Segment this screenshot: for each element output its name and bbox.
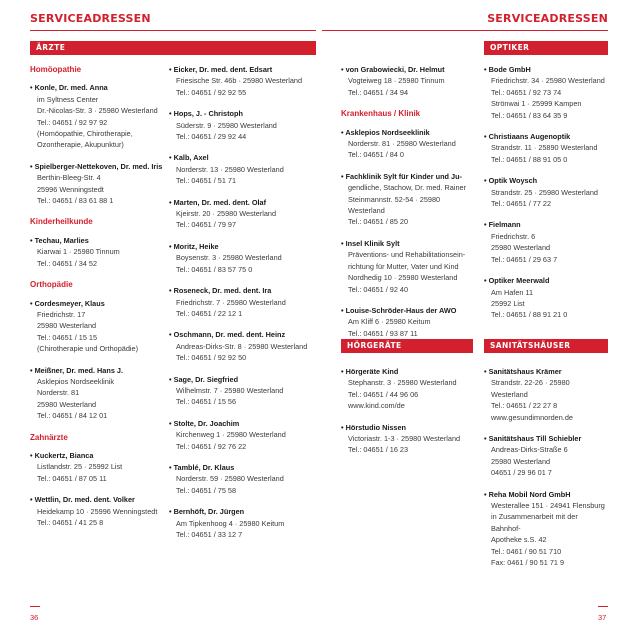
- entry-line: Tel.: 04651 / 88 91 05 0: [491, 154, 568, 164]
- entry-name: • Sanitätshaus Till Schiebler: [484, 433, 608, 444]
- address-entry: [169, 64, 319, 98]
- entry-line: Tel.: 04651 / 77 22: [491, 199, 552, 209]
- entry-line: Friedrichstr. 17: [37, 309, 86, 319]
- entry-line: Tel.: 04651 / 22 12 1: [176, 308, 243, 318]
- entry-line: richtung für Mutter, Vater und Kind: [348, 261, 459, 271]
- address-entry: [169, 285, 319, 319]
- address-entry: [169, 108, 319, 142]
- section-heading: Kinderheilkunde: [30, 217, 93, 227]
- entry-line: Tel.: 04651 / 51 71: [176, 176, 237, 186]
- section-bar-optiker: OPTIKER: [484, 41, 608, 55]
- entry-name: • Hops, J. - Christoph: [169, 108, 319, 119]
- entry-name: • Bernhöft, Dr. Jürgen: [169, 506, 319, 517]
- header-rule-right: [322, 30, 608, 31]
- entry-name: • Spielberger-Nettekoven, Dr. med. Iris: [30, 161, 165, 172]
- entry-line: Tel.: 04651 / 15 56: [176, 397, 237, 407]
- entry-line: 25992 List: [491, 298, 525, 308]
- address-entry: [484, 433, 608, 479]
- entry-line: Heidekamp 10 · 25996 Wenningstedt: [37, 506, 158, 516]
- entry-line: Friedrichstr. 34 · 25980 Westerland: [491, 76, 605, 86]
- entry-line: Süderstr. 9 · 25980 Westerland: [176, 120, 277, 130]
- address-entry: [484, 275, 608, 321]
- entry-line: Kjeirstr. 20 · 25980 Westerland: [176, 209, 277, 219]
- entry-name: • Moritz, Heike: [169, 241, 319, 252]
- entry-line: Tel.: 04651 / 92 76 22: [176, 441, 247, 451]
- entry-website-link[interactable]: www.gesundimnorden.de: [491, 412, 573, 422]
- entry-line: Tel.: 04651 / 29 92 44: [176, 132, 247, 142]
- entry-line: Tel.: 04651 / 92 97 92: [37, 117, 108, 127]
- entry-line: Kirchenweg 1 · 25980 Westerland: [176, 430, 286, 440]
- entry-name: • Bode GmbH: [484, 64, 608, 75]
- entry-name: • Christiaans Augenoptik: [484, 131, 608, 142]
- address-entry: [30, 82, 165, 150]
- header-rule-left: [30, 30, 316, 31]
- address-entry: [484, 64, 608, 121]
- entry-line: Tel.: 04651 / 29 63 7: [491, 254, 558, 264]
- column-4-top: [484, 64, 608, 331]
- entry-website-link[interactable]: www.kind.com/de: [348, 401, 405, 411]
- entry-line: Dr.-Nicolas-Str. 3 · 25980 Westerland: [37, 106, 158, 116]
- entry-line: Fax: 0461 / 90 51 71 9: [491, 558, 565, 568]
- entry-line: Am Kliff 6 · 25980 Keitum: [348, 317, 431, 327]
- entry-line: (Chirotherapie und Orthopädie): [37, 344, 138, 354]
- entry-line: Tel.: 04651 / 83 61 88 1: [37, 196, 114, 206]
- entry-line: Tel.: 04651 / 16 23: [348, 445, 409, 455]
- footer-rule-right: [598, 606, 608, 607]
- entry-line: Tel.: 04651 / 87 05 11: [37, 473, 107, 483]
- entry-line: Am Hafen 11: [491, 287, 534, 297]
- entry-line: Apotheke s.S. 42: [491, 535, 547, 545]
- entry-name: • Fielmann: [484, 219, 608, 230]
- address-entry: [169, 506, 319, 540]
- entry-name: • Wettlin, Dr. med. dent. Volker: [30, 494, 165, 505]
- address-entry: [484, 489, 608, 569]
- entry-line: Tel.: 04651 / 41 25 8: [37, 518, 104, 527]
- entry-name: • Sage, Dr. Siegfried: [169, 374, 319, 385]
- entry-line: Tel.: 04651 / 92 73 74: [491, 87, 562, 97]
- address-entry: [169, 241, 319, 275]
- entry-line: Friesische Str. 46b · 25980 Westerland: [176, 76, 303, 86]
- entry-line: Vogteiweg 18 · 25980 Tinnum: [348, 76, 445, 86]
- entry-line: Tel.: 04651 / 22 27 8: [491, 401, 558, 411]
- address-entry: [30, 235, 165, 269]
- entry-line: Wilhelmstr. 7 · 25980 Westerland: [176, 385, 284, 395]
- entry-line: Tel.: 04651 / 92 92 55: [176, 87, 247, 97]
- entry-name: • Hörgeräte Kind: [341, 366, 477, 377]
- entry-line: Tel.: 04651 / 92 40: [348, 284, 409, 294]
- column-3-bottom: [341, 366, 477, 466]
- entry-line: Tel.: 04651 / 15 15: [37, 332, 98, 342]
- entry-name: • Eicker, Dr. med. dent. Edsart: [169, 64, 319, 75]
- entry-line: Tel.: 04651 / 85 20: [348, 217, 409, 227]
- footer-rule-left: [30, 606, 40, 607]
- address-entry: [169, 374, 319, 408]
- column-2: [169, 64, 319, 550]
- address-entry: [341, 127, 477, 161]
- column-3-top: [341, 64, 477, 349]
- address-entry: [341, 171, 477, 228]
- address-entry: [169, 197, 319, 231]
- entry-name: • Stolte, Dr. Joachim: [169, 418, 319, 429]
- entry-name: • Konle, Dr. med. Anna: [30, 82, 165, 93]
- address-entry: [341, 305, 477, 339]
- entry-name: • Roseneck, Dr. med. dent. Ira: [169, 285, 319, 296]
- entry-line: Stephanstr. 3 · 25980 Westerland: [348, 378, 457, 388]
- entry-line: Friedrichstr. 6: [491, 231, 536, 241]
- entry-name: • Optiker Meerwald: [484, 275, 608, 286]
- entry-line: Strandstr. 22-26 · 25980 Westerland: [491, 378, 570, 399]
- page-number-right: 37: [598, 613, 607, 622]
- entry-line: Victoriastr. 1-3 · 25980 Westerland: [348, 434, 461, 444]
- column-4-bottom: [484, 366, 608, 579]
- entry-line: Tel.: 04651 / 83 57 75 0: [176, 264, 253, 274]
- entry-line: Tel.: 04651 / 93 87 11: [348, 328, 418, 338]
- entry-line: Tel.: 04651 / 33 12 7: [176, 530, 243, 539]
- entry-name: • Sanitätshaus Krämer: [484, 366, 608, 377]
- address-entry: [169, 329, 319, 363]
- address-entry: [30, 298, 165, 355]
- entry-line: Friedrichstr. 7 · 25980 Westerland: [176, 297, 286, 307]
- address-entry: [341, 64, 477, 98]
- entry-name: • Kalb, Axel: [169, 152, 319, 163]
- entry-name: • Kuckertz, Bianca: [30, 450, 165, 461]
- entry-name: • Marten, Dr. med. dent. Olaf: [169, 197, 319, 208]
- address-entry: [484, 131, 608, 165]
- entry-line: Ozontherapie, Akupunktur): [37, 140, 124, 150]
- section-heading: Homöopathie: [30, 65, 82, 74]
- address-entry: [169, 462, 319, 496]
- section-bar-sanitaetshaeuser: SANITÄTSHÄUSER: [484, 339, 608, 353]
- address-entry: [30, 365, 165, 422]
- entry-line: Tel.: 04651 / 75 58: [176, 485, 237, 495]
- address-entry: [169, 418, 319, 452]
- entry-name: • Tamblé, Dr. Klaus: [169, 462, 319, 473]
- page-header-right: SERVICEADRESSEN: [487, 12, 608, 25]
- address-entry: [341, 366, 477, 412]
- entry-name: • Techau, Marlies: [30, 235, 165, 246]
- entry-line: Tel.: 04651 / 84 0: [348, 150, 404, 160]
- entry-name: • Asklepios Nordseeklinik: [341, 127, 477, 138]
- entry-line: Listlandstr. 25 · 25992 List: [37, 462, 123, 472]
- entry-line: Strandstr. 25 · 25980 Westerland: [491, 187, 598, 197]
- entry-name: • Reha Mobil Nord GmbH: [484, 489, 608, 500]
- entry-name: • Hörstudio Nissen: [341, 422, 477, 433]
- entry-line: 25996 Wenningstedt: [37, 184, 104, 194]
- entry-line: Tel.: 04651 / 92 92 50: [176, 353, 247, 363]
- address-entry: [30, 161, 165, 207]
- entry-line: 25980 Westerland: [491, 243, 551, 253]
- entry-line: Tel.: 04651 / 44 96 06: [348, 389, 419, 399]
- entry-line: Kiarwai 1 · 25980 Tinnum: [37, 247, 120, 257]
- page-header-left: SERVICEADRESSEN: [30, 12, 151, 25]
- entry-line: Tel.: 04651 / 34 94: [348, 87, 409, 97]
- entry-line: Nordhedig 10 · 25980 Westerland: [348, 273, 458, 283]
- address-entry: [30, 494, 165, 528]
- entry-line: Tel.: 04651 / 79 97: [176, 220, 237, 230]
- page-number-left: 36: [30, 613, 39, 622]
- entry-name: • von Grabowiecki, Dr. Helmut: [341, 64, 477, 75]
- entry-line: im Syltness Center: [37, 94, 99, 104]
- entry-line: 04651 / 29 96 01 7: [491, 468, 552, 478]
- column-1: [30, 64, 165, 538]
- entry-line: Andreas-Dirks-Str. 8 · 25980 Westerland: [176, 341, 308, 351]
- entry-name: • Fachklinik Sylt für Kinder und Ju-: [341, 171, 477, 182]
- section-bar-hoergeraete: HÖRGERÄTE: [341, 339, 473, 353]
- section-heading: Krankenhaus / Klinik: [341, 109, 421, 119]
- address-entry: [341, 238, 477, 295]
- entry-name: • Optik Woysch: [484, 175, 608, 186]
- entry-line: Norderstr. 81: [37, 388, 80, 398]
- entry-line: Norderstr. 13 · 25980 Westerland: [176, 164, 284, 174]
- entry-line: Präventions- und Rehabilitationsein-: [348, 250, 466, 260]
- address-entry: [484, 366, 608, 423]
- entry-line: Norderstr. 59 · 25980 Westerland: [176, 474, 284, 484]
- entry-line: Strönwai 1 · 25999 Kampen: [491, 99, 582, 109]
- entry-name: • Meißner, Dr. med. Hans J.: [30, 365, 165, 376]
- entry-line: (Homöopathie, Chirotherapie,: [37, 129, 133, 139]
- entry-line: Tel.: 04651 / 34 52: [37, 258, 98, 268]
- entry-line: Asklepios Nordseeklinik: [37, 376, 115, 386]
- entry-line: Andreas-Dirks-Straße 6: [491, 445, 568, 455]
- address-entry: [341, 422, 477, 456]
- entry-line: Norderstr. 81 · 25980 Westerland: [348, 139, 456, 149]
- address-entry: [484, 175, 608, 209]
- entry-line: Steinmannstr. 52-54 · 25980 Westerland: [348, 194, 441, 216]
- section-heading: Orthopädie: [30, 280, 73, 290]
- entry-line: Strandstr. 11 · 25890 Westerland: [491, 143, 598, 153]
- entry-line: 25980 Westerland: [37, 399, 97, 409]
- entry-line: Am Tipkenhoog 4 · 25980 Keitum: [176, 518, 285, 528]
- section-bar-aerzte: ÄRZTE: [30, 41, 316, 55]
- entry-line: gendliche, Stachow, Dr. med. Rainer: [348, 183, 467, 193]
- section-heading: Zahnärzte: [30, 432, 68, 442]
- entry-line: Westerallee 151 · 24941 Flensburg: [491, 501, 605, 511]
- entry-line: Boysenstr. 3 · 25980 Westerland: [176, 253, 282, 263]
- entry-name: • Insel Klinik Sylt: [341, 238, 477, 249]
- entry-name: • Louise-Schröder-Haus der AWO: [341, 305, 477, 316]
- entry-line: Tel.: 04651 / 84 12 01: [37, 411, 108, 421]
- entry-line: 25980 Westerland: [37, 321, 97, 331]
- entry-line: Tel.: 04651 / 88 91 21 0: [491, 310, 568, 320]
- entry-line: Tel.: 04651 / 83 64 35 9: [491, 110, 568, 120]
- address-entry: [484, 219, 608, 265]
- entry-name: • Oschmann, Dr. med. dent. Heinz: [169, 329, 319, 340]
- entry-line: in Zusammenarbeit mit der Bahnhof-: [491, 512, 578, 533]
- entry-name: • Cordesmeyer, Klaus: [30, 298, 165, 309]
- entry-line: Tel.: 0461 / 90 51 710: [491, 546, 562, 556]
- address-entry: [169, 152, 319, 186]
- entry-line: 25980 Westerland: [491, 456, 551, 466]
- address-entry: [30, 450, 165, 484]
- entry-line: Berthin-Bleeg-Str. 4: [37, 173, 101, 183]
